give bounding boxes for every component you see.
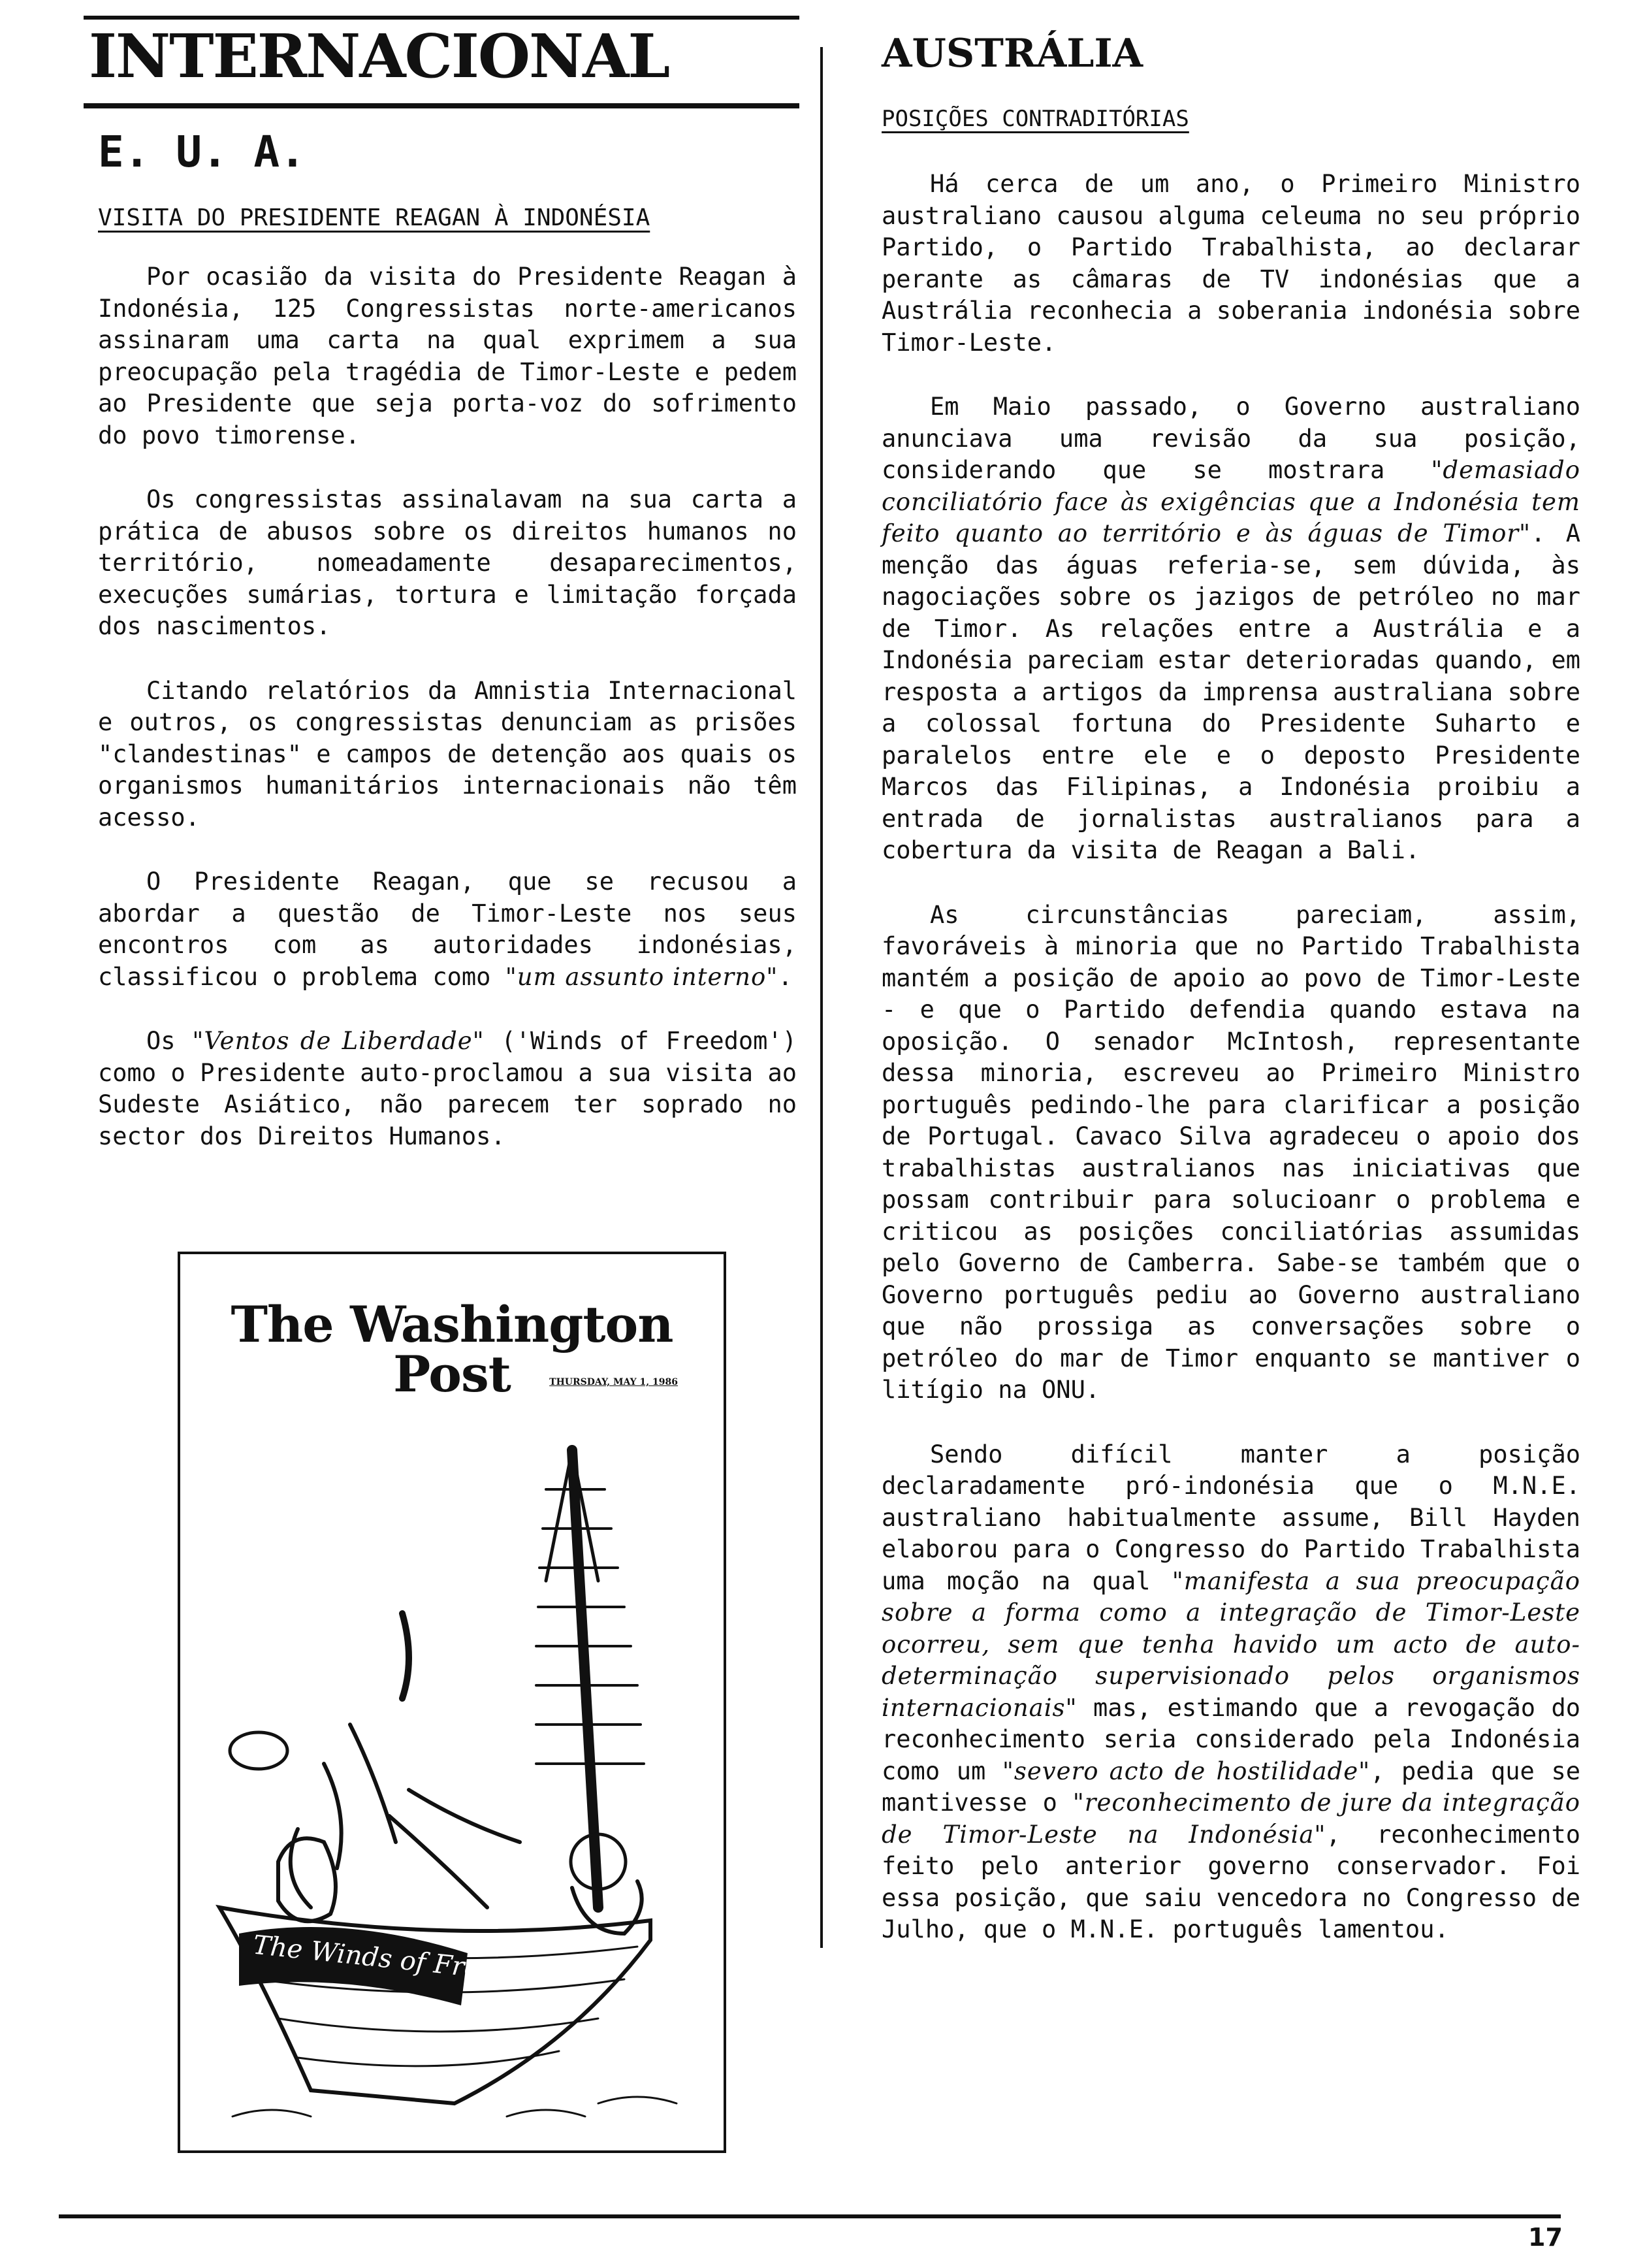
australia-paragraph-1: Há cerca de um ano, o Primeiro Ministro australiano causou alguma celeuma no seu próprio Partido, o Partido Trabalhista, ao declarar perante as câmaras de TV indonésias que a Austrália reconhecia a soberania indonésia sobre Timor-Leste. — [882, 170, 1580, 357]
australia-paragraph-3: As circunstâncias pareciam, assim, favoráveis à minoria que no Partido Trabalhista mantém a posição de apoio ao povo de Timor-Leste - e que o Partido defendia quando estava na oposição. O senador McIntosh, representante dessa minoria, escreveu ao Primeiro Ministro português pedindo-lhe para clarificar a posição de Portugal. Cavaco Silva agradeceu o apoio dos trabalhistas australianos nas iniciativas que possam contribuir para solucioanr o problema e criticou as posições conciliatórias assumidas pelo Governo de Camberra. Sabe-se também que o Governo português pediu ao Governo australiano que não prossiga as conversações sobre o petróleo do mar de Timor enquanto se mantiver o litígio na ONU. — [882, 900, 1580, 1404]
usa-heading: E. U. A. — [98, 127, 306, 177]
quote-de-jure: "reconhecimento de jure da integração de Timor-Leste na Indonésia" — [882, 1789, 1580, 1849]
australia-paragraph-2 — [882, 391, 1580, 867]
section-title: INTERNACIONAL — [89, 21, 669, 91]
quote-winds-of-freedom: "Ventos de Liberdade" — [192, 1027, 485, 1055]
usa-paragraph-3: Citando relatórios da Amnistia Internacional e outros, os congressistas denunciam as prisões "clandestinas" e campos de detenção aos quais os organismos humanitários internacionais não têm acesso. — [98, 676, 797, 832]
australia-paragraph-4 — [882, 1439, 1580, 1946]
australia-article — [882, 169, 1580, 1979]
section-title-rule — [84, 103, 799, 108]
quote-hostility: "severo acto de hostilidade" — [1002, 1757, 1371, 1785]
wind-splash — [291, 1725, 520, 1907]
usa-paragraph-4 — [98, 866, 797, 993]
text-run: mas, estimando que a revogação do reconhecimento seria considerado pela Indonésia como um — [882, 1693, 1580, 1785]
text-run: . A menção das águas referia-se, sem dúvida, às nagociações sobre os jazigos de petróleo no mar de Timor. As relações entre a Austrália e a Indonésia pareciam estar deterioradas quando, em resposta a artigos da imprensa australiana sobre a colossal fortuna do Presidente Suharto e paralelos entre ele e o deposto Presidente Marcos das Filipinas, a Indonésia proibiu a entrada de jornalistas australianos para a cobertura da visita de Reagan a Bali. — [882, 519, 1580, 864]
usa-paragraph-5 — [98, 1026, 797, 1152]
australia-heading: AUSTRÁLIA — [882, 31, 1143, 76]
text-run: Sendo difícil manter a posição declaradamente pró-indonésia que o M.N.E. australiano habitualmente assume, Bill Hayden elaborou para o Congresso do Partido Trabalhista uma moção na qual — [882, 1440, 1580, 1595]
text-run: , pedia que se mantivesse o — [882, 1757, 1580, 1817]
text-run: O Presidente Reagan, que se recusou a abordar a questão de Timor-Leste nos seus encontros com as autoridades indonésias, classificou o problema como — [98, 867, 797, 991]
freedom-banner — [239, 1927, 554, 2005]
usa-paragraph-2: Os congressistas assinalavam na sua carta a prática de abusos sobre os direitos humanos no território, nomeadamente desaparecimentos, execuções sumárias, tortura e limitação forçada dos nascimentos. — [98, 485, 797, 640]
text-run: Em Maio passado, o Governo australiano anunciava uma revisão da sua posição, considerando que se mostrara — [882, 393, 1580, 484]
washington-post-cartoon — [178, 1252, 726, 2153]
text-run: , reconhecimento feito pelo anterior governo conservador. Foi essa posição, que saiu vencedora no Congresso de Julho, que o M.N.E. português lamentou. — [882, 1820, 1580, 1943]
cartoon-dateline: THURSDAY, MAY 1, 1986 — [549, 1377, 678, 1387]
column-divider — [820, 47, 823, 1948]
usa-subheading: VISITA DO PRESIDENTE REAGAN À INDONÉSIA — [98, 204, 650, 231]
flying-hat — [230, 1732, 287, 1769]
usa-paragraph-1: Por ocasião da visita do Presidente Reagan à Indonésia, 125 Congressistas norte-americanos assinaram uma carta na qual exprimem a sua preocupação pela tragédia de Timor-Leste e pedem ao Presidente que seja porta-voz do sofrimento do povo timorense. — [98, 263, 797, 449]
cartoon-masthead: The Washington Post — [231, 1295, 673, 1403]
waves — [232, 2097, 677, 2116]
text-run: . — [778, 962, 793, 991]
ship-drawing — [180, 1254, 724, 2150]
banner-text: The Winds of Freedom — [251, 1930, 554, 1992]
quote-motion: "manifesta a sua preocupação sobre a forma como a integração de Timor-Leste ocorreu, sem que tenha havido um acto de auto-determinação supervisionado pelos organismos internacionais" — [882, 1566, 1581, 1722]
usa-article — [98, 261, 797, 1185]
page-number: 17 — [1528, 2223, 1563, 2252]
top-rule — [84, 16, 799, 20]
quote-conciliatory: "demasiado conciliatório face às exigências que a Indonésia tem feito quanto ao território e às águas de Timor" — [882, 456, 1580, 547]
text-run: ('Winds of Freedom') como o Presidente auto-proclamou a sua visita ao Sudeste Asiático, não parecem ter soprado no sector dos Direitos Humanos. — [98, 1027, 797, 1150]
text-run: Os — [146, 1027, 193, 1055]
bottle-shape — [402, 1613, 409, 1698]
quote-internal-affair: "um assunto interno" — [505, 962, 778, 991]
bottom-rule — [59, 2214, 1561, 2218]
australia-subheading: POSIÇÕES CONTRADITÓRIAS — [882, 106, 1189, 132]
blown-figure — [278, 1838, 336, 1921]
